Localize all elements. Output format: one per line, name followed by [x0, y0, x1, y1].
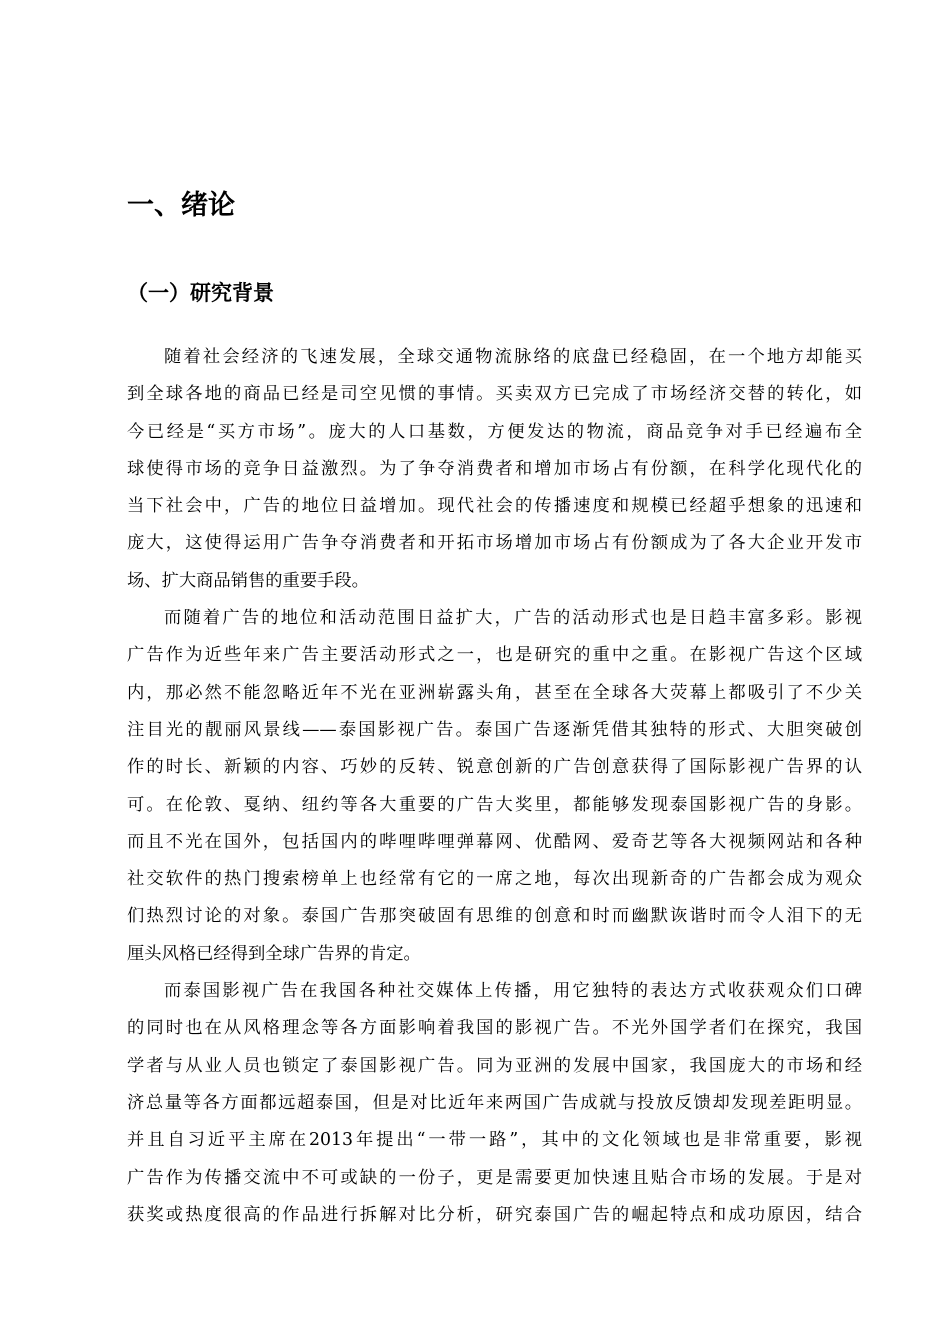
text-line: 庞大，这使得运用广告争夺消费者和开拓市场增加市场占有份额成为了各大企业开发市 — [127, 533, 862, 554]
text-line: 今已经是“买方市场”。庞大的人口基数，方便发达的物流，商品竞争对手已经遍布全 — [127, 421, 862, 442]
text-line: 广告作为近些年来广告主要活动形式之一，也是研究的重中之重。在影视广告这个区域 — [127, 645, 862, 666]
section-heading: （一）研究背景 — [127, 281, 274, 305]
text-line: 而随着广告的地位和活动范围日益扩大，广告的活动形式也是日趋丰富多彩。影视 — [164, 608, 862, 629]
text-line: 内，那必然不能忽略近年不光在亚洲崭露头角，甚至在全球各大荧幕上都吸引了不少关 — [127, 682, 862, 703]
text-line: 的同时也在从风格理念等各方面影响着我国的影视广告。不光外国学者们在探究，我国 — [127, 1018, 862, 1039]
text-line: 场、扩大商品销售的重要手段。 — [127, 570, 369, 591]
text-line: 广告作为传播交流中不可或缺的一份子，更是需要更加快速且贴合市场的发展。于是对 — [127, 1167, 862, 1188]
text-line: 并且自习近平主席在2013年提出“一带一路”，其中的文化领域也是非常重要，影视 — [127, 1130, 862, 1151]
text-line: 注目光的靓丽风景线——泰国影视广告。泰国广告逐渐凭借其独特的形式、大胆突破创 — [127, 719, 862, 740]
text-line: 获奖或热度很高的作品进行拆解对比分析，研究泰国广告的崛起特点和成功原因，结合 — [127, 1204, 862, 1225]
text-line: 厘头风格已经得到全球广告界的肯定。 — [127, 943, 421, 964]
text-line: 学者与从业人员也锁定了泰国影视广告。同为亚洲的发展中国家，我国庞大的市场和经 — [127, 1055, 862, 1076]
text-line: 到全球各地的商品已经是司空见惯的事情。买卖双方已完成了市场经济交替的转化，如 — [127, 384, 862, 405]
text-line: 球使得市场的竞争日益激烈。为了争夺消费者和增加市场占有份额，在科学化现代化的 — [127, 458, 862, 479]
text-line: 作的时长、新颖的内容、巧妙的反转、锐意创新的广告创意获得了国际影视广告界的认 — [127, 757, 862, 778]
text-line: 随着社会经济的飞速发展，全球交通物流脉络的底盘已经稳固，在一个地方却能买 — [164, 347, 862, 367]
text-line: 济总量等各方面都远超泰国，但是对比近年来两国广告成就与投放反馈却发现差距明显。 — [127, 1092, 862, 1113]
body-text — [127, 339, 862, 1234]
text-line: 们热烈讨论的对象。泰国广告那突破固有思维的创意和时而幽默诙谐时而令人泪下的无 — [127, 906, 862, 927]
text-line: 社交软件的热门搜索榜单上也经常有它的一席之地，每次出现新奇的广告都会成为观众 — [127, 869, 862, 890]
text-line: 而泰国影视广告在我国各种社交媒体上传播，用它独特的表达方式收获观众们口碑 — [164, 981, 862, 1002]
text-line: 可。在伦敦、戛纳、纽约等各大重要的广告大奖里，都能够发现泰国影视广告的身影。 — [127, 794, 862, 815]
chapter-heading: 一、绪论 — [127, 190, 235, 221]
text-line: 当下社会中，广告的地位日益增加。现代社会的传播速度和规模已经超乎想象的迅速和 — [127, 496, 862, 517]
text-line: 而且不光在国外，包括国内的哔哩哔哩弹幕网、优酷网、爱奇艺等各大视频网站和各种 — [127, 831, 862, 852]
paragraph — [127, 339, 862, 600]
paragraph — [127, 973, 862, 1234]
paragraph — [127, 600, 862, 973]
